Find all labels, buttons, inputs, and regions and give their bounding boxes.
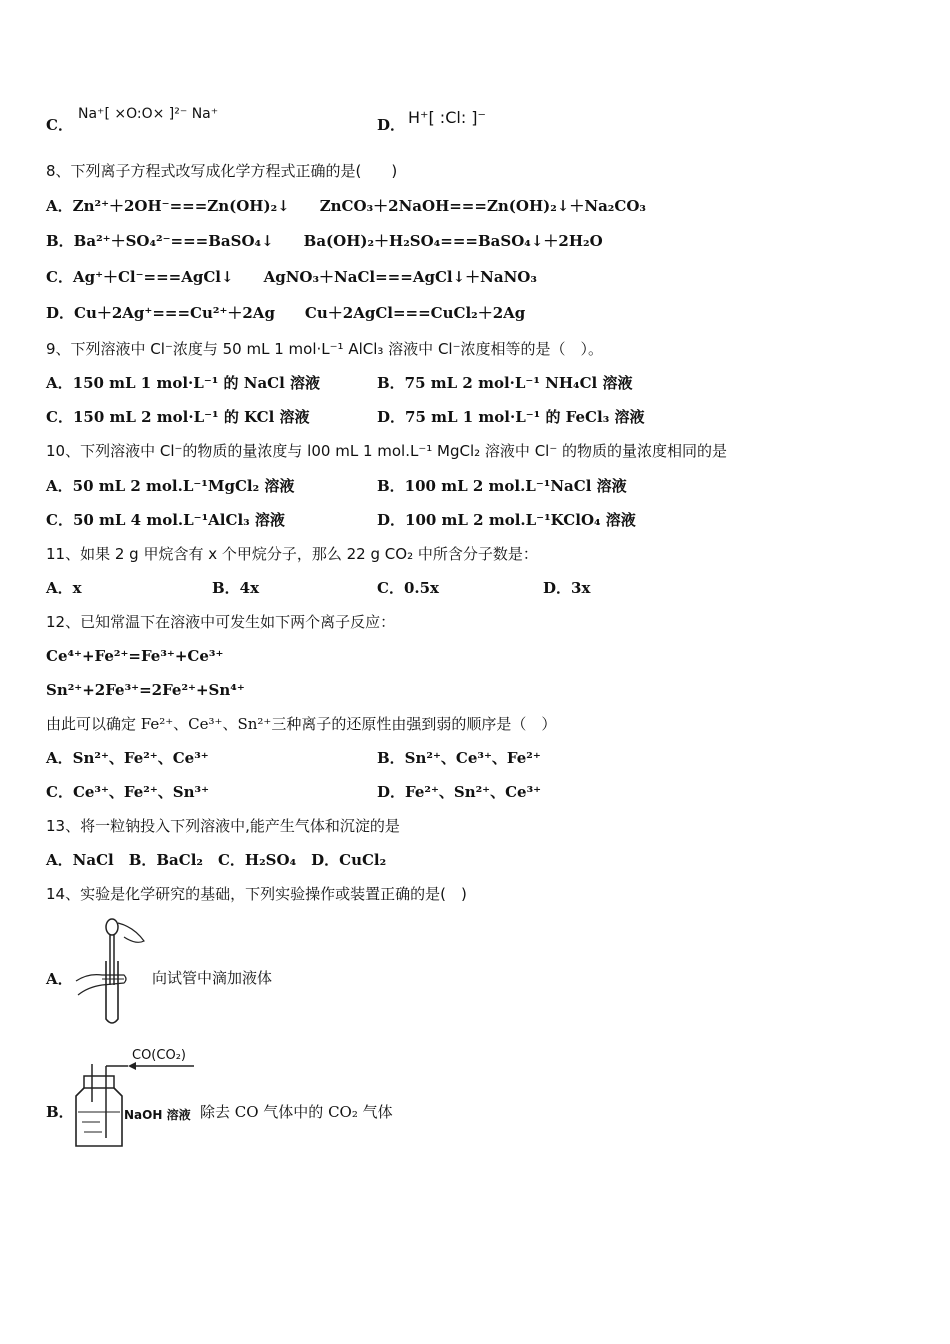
q7-option-c-formula: Na⁺[ ×O:O× ]²⁻ Na⁺ — [78, 106, 219, 122]
q14-figure-gas-label: CO(CO₂) — [132, 1048, 186, 1063]
q12-equation-1: Ce⁴⁺+Fe²⁺=Fe³⁺+Ce³⁺ — [46, 647, 224, 665]
q12-option-c: C．Ce³⁺、Fe²⁺、Sn³⁺ — [46, 783, 209, 801]
q12-option-a: A．Sn²⁺、Fe²⁺、Ce³⁺ — [46, 749, 209, 767]
q10-option-b: B．100 mL 2 mol.L⁻¹NaCl 溶液 — [377, 477, 627, 495]
q8-option-a: A．Zn²⁺＋2OH⁻===Zn(OH)₂↓ ZnCO₃＋2NaOH===Zn(OH)₂↓＋Na₂CO₃ — [46, 197, 646, 215]
q11-option-a: A．x — [46, 579, 82, 597]
q11-option-b: B．4x — [212, 579, 260, 597]
q14-option-a-label: A． — [46, 970, 73, 988]
q12-option-d: D．Fe²⁺、Sn²⁺、Ce³⁺ — [377, 783, 542, 801]
q10-option-c: C．50 mL 4 mol.L⁻¹AlCl₃ 溶液 — [46, 511, 285, 529]
q12-equation-2: Sn²⁺+2Fe³⁺=2Fe²⁺+Sn⁴⁺ — [46, 681, 245, 699]
q7-option-c-label: C． — [46, 116, 73, 134]
q11-stem: 11、如果 2 g 甲烷含有 x 个甲烷分子，那么 22 g CO₂ 中所含分子数是： — [46, 545, 538, 563]
q8-option-b: B．Ba²⁺＋SO₄²⁻===BaSO₄↓ Ba(OH)₂＋H₂SO₄===BaSO₄↓＋2H₂O — [46, 232, 603, 250]
q8-stem: 8、下列离子方程式改写成化学方程式正确的是( ) — [46, 162, 398, 180]
q13-stem: 13、将一粒钠投入下列溶液中,能产生气体和沉淀的是 — [46, 817, 400, 835]
q12-option-b: B．Sn²⁺、Ce³⁺、Fe²⁺ — [377, 749, 541, 767]
q10-option-a: A．50 mL 2 mol.L⁻¹MgCl₂ 溶液 — [46, 477, 295, 495]
q7-option-d-formula: H⁺[ :Cl: ]⁻ — [408, 108, 486, 127]
q12-stem: 12、已知常温下在溶液中可发生如下两个离子反应： — [46, 613, 396, 631]
q9-option-c: C．150 mL 2 mol·L⁻¹ 的 KCl 溶液 — [46, 408, 310, 426]
q10-stem: 10、下列溶液中 Cl⁻的物质的量浓度与 l00 mL 1 mol.L⁻¹ MgCl₂ 溶液中 Cl⁻ 的物质的量浓度相同的是 — [46, 442, 728, 460]
dropper-test-tube-figure — [72, 915, 154, 1027]
q14-stem: 14、实验是化学研究的基础，下列实验操作或装置正确的是( ) — [46, 885, 467, 903]
q8-option-c: C．Ag⁺＋Cl⁻===AgCl↓ AgNO₃＋NaCl===AgCl↓＋NaNO₃ — [46, 268, 537, 286]
q14-option-b-text: 除去 CO 气体中的 CO₂ 气体 — [200, 1103, 393, 1121]
q12-question: 由此可以确定 Fe²⁺、Ce³⁺、Sn²⁺三种离子的还原性由强到弱的顺序是（ ） — [46, 715, 557, 733]
q9-option-a: A．150 mL 1 mol·L⁻¹ 的 NaCl 溶液 — [46, 374, 321, 392]
q14-option-b-label: B． — [46, 1103, 74, 1121]
q10-option-d: D．100 mL 2 mol.L⁻¹KClO₄ 溶液 — [377, 511, 636, 529]
q14-option-a-text: 向试管中滴加液体 — [152, 969, 273, 987]
q11-option-c: C．0.5x — [377, 579, 439, 597]
q14-figure-reagent-label: NaOH 溶液 — [124, 1108, 191, 1122]
q8-option-d: D．Cu＋2Ag⁺===Cu²⁺＋2Ag Cu＋2AgCl===CuCl₂＋2Ag — [46, 304, 526, 322]
q13-options: A．NaCl B．BaCl₂ C．H₂SO₄ D．CuCl₂ — [46, 851, 387, 869]
q9-stem: 9、下列溶液中 Cl⁻浓度与 50 mL 1 mol·L⁻¹ AlCl₃ 溶液中 Cl⁻浓度相等的是（ ）。 — [46, 340, 604, 358]
q7-option-d-label: D． — [377, 116, 406, 134]
q9-option-d: D．75 mL 1 mol·L⁻¹ 的 FeCl₃ 溶液 — [377, 408, 645, 426]
q11-option-d: D．3x — [543, 579, 591, 597]
q9-option-b: B．75 mL 2 mol·L⁻¹ NH₄Cl 溶液 — [377, 374, 633, 392]
